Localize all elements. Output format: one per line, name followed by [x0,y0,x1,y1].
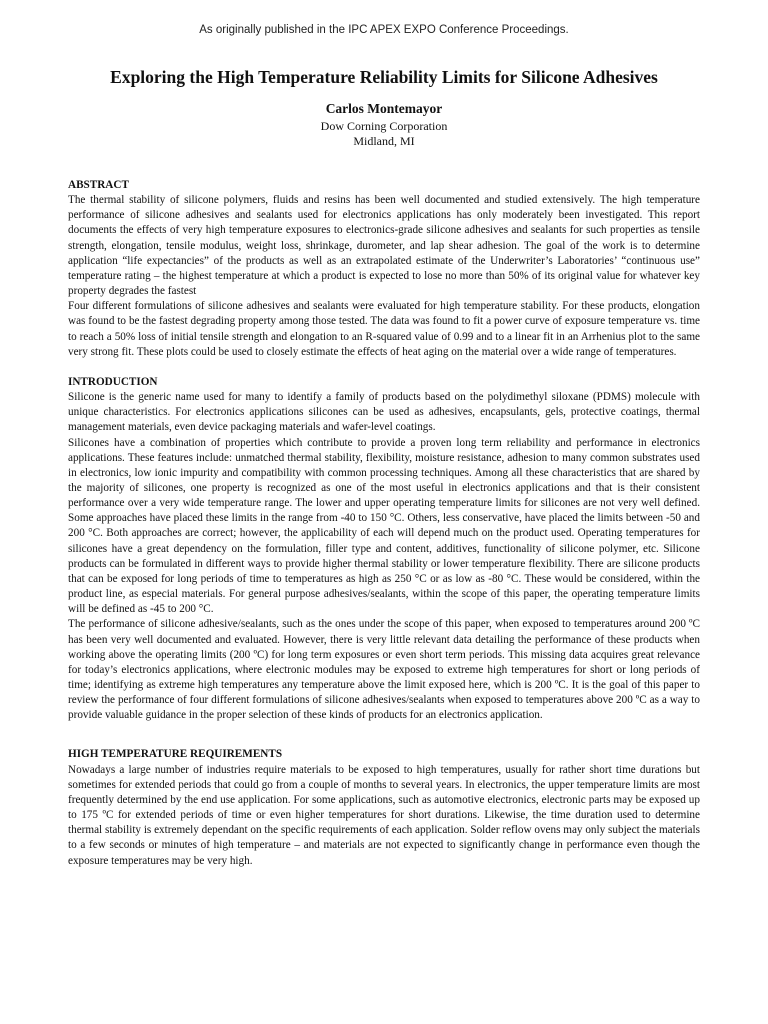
publication-banner: As originally published in the IPC APEX EXPO Conference Proceedings. [199,24,569,36]
abstract-paragraph: Four different formulations of silicone adhesives and sealants were evaluated for high temperature stability. For these products, elongation was found to be the fastest degrading property among those tested. The data was found to fit a power curve of exposure temperature vs. time to reach a 50% loss of initial tensile strength and elongation to an R-squared value of 0.99 and to a linear fit in an Arrhenius plot to the same very strong fit. These plots could be used to closely estimate the effects of heat aging on the material over a wide range of temperatures. [68,300,700,358]
introduction-paragraph: Silicone is the generic name used for many to identify a family of products based on the polydimethyl siloxane (PDMS) molecule with unique characteristics. For electronics applications silicones can be used as adhesives, encapsulants, gels, protective coatings, thermal management materials, even device packaging materials and wafer-level coatings. [68,391,700,434]
paper-body [68,178,700,869]
introduction-paragraph: Silicones have a combination of properties which contribute to provide a proven long term reliability and performance in electronics applications. These features include: unmatched thermal stability, flexibility, moisture resistance, adhesion to many common substrates used in electronics, low ionic impurity and compatibility with common processing techniques. Among all these characteristics that are shared by the majority of silicones, one property is recognized as one of the most useful in electronics applications and that is their consistent performance over a very wide temperature range. The lower and upper operating temperature limits for silicones are not very well defined. Some approaches have placed these limits in the range from -40 to 150 °C. Others, less conservative, have placed the limits between -50 and 200 °C. Both approaches are correct; however, the applicability of each will depend much on the product used. Operating temperatures for silicones have a great dependency on the formulation, filler type and content, additives, functionality of silicone polymer, etc. Silicone products can be formulated in different ways to provide higher thermal stability or lower temperature flexibility. There are silicone products that can be exposed for long periods of time to temperatures as high as 250 °C or as low as -80 °C. These would be considered, within the product line, as especial materials. For general purpose adhesives/sealants, within the scope of this paper, the operating temperature limits will be defined as -45 to 200 °C. [68,436,700,616]
author-name: Carlos Montemayor [325,101,443,116]
high-temperature-heading: HIGH TEMPERATURE REQUIREMENTS [68,748,283,761]
high-temperature-paragraph: Nowadays a large number of industries require materials to be exposed to high temperatures, usually for rather short time durations but sometimes for extended periods that could go from a couple of months to several years. In electronics, the upper temperature limits are most frequently determined by the end use application. For some applications, such as automotive electronics, electronic parts may be exposed up to 175 ºC for extended periods of time or even higher temperatures for short durations. Likewise, the time duration used to determine thermal stability is extremely dependant on the specific requirements of each application. Solder reflow ovens may only subject the materials to a few seconds or minutes of high temperature – and materials are not expected to significantly change in performance even though the exposure temperatures may be very high. [68,763,700,867]
affiliation [0,119,768,149]
affiliation-org: Dow Corning Corporation [320,119,448,133]
introduction-heading: INTRODUCTION [68,375,158,388]
paper-title: Exploring the High Temperature Reliability Limits for Silicone Adhesives [110,67,658,87]
affiliation-location: Midland, MI [353,134,415,148]
abstract-paragraph: The thermal stability of silicone polymers, fluids and resins has been well documented and studied extensively. The high temperature performance of silicone adhesives and sealants used for electronics applications has only moderately been investigated. This report documents the effects of very high temperature exposures to electronics-grade silicone adhesives and sealants for such properties as tensile strength, elongation, tensile modulus, weight loss, shrinkage, durometer, and lap shear adhesion. The goal of the work is to determine application “life expectancies” of the products as well as an extrapolated estimate of the Underwriter’s Laboratories’ “continuous use” temperature rating – the highest temperature at which a product is expected to lose no more than 50% of its original value for whatever key property degrades the fastest [68,194,700,298]
introduction-paragraph: The performance of silicone adhesive/sealants, such as the ones under the scope of this paper, when exposed to temperatures around 200 ºC has been very well documented and evaluated. However, there is very little relevant data detailing the performance of these products when working above the operating limits (200 ºC) for long term exposures or even short term periods. This missing data acquires great relevance for today’s electronics applications, where electronic modules may be exposed to extreme high temperatures for short or long periods of time; identifying as extreme high temperatures any temperature above the limit exposed here, which is 200 ºC. It is the goal of this paper to review the performance of four different formulations of silicone adhesives/sealants when exposed to temperatures above 200 ºC as a way to provide valuable guidance in the proper selection of these kinds of products for an electronics application. [68,618,700,722]
high-temperature-section [68,747,700,868]
abstract-heading: ABSTRACT [68,179,129,191]
abstract-section [68,178,700,360]
introduction-section [68,375,700,724]
